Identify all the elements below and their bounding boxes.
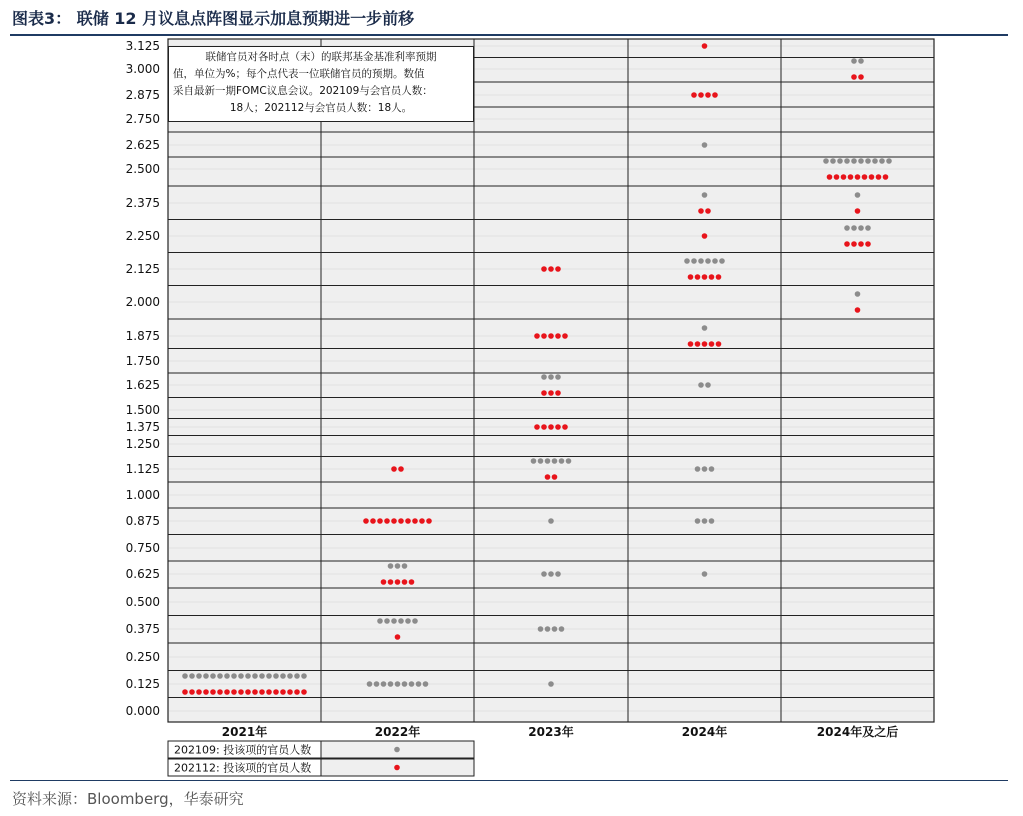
dot-202112 [541,333,547,339]
x-tick-label: 2021年 [221,725,268,739]
dot-202112 [555,266,561,272]
dot-202112 [426,518,432,524]
dot-202109 [377,618,383,624]
dot-202112 [273,689,279,695]
dot-202109 [231,673,237,679]
chart-title: 图表3： 联储 12 月议息点阵图显示加息预期进一步前移 [12,9,415,28]
dot-202109 [695,466,701,472]
y-tick-label: 2.000 [125,295,160,309]
dot-202112 [391,466,397,472]
dot-202112 [402,579,408,585]
y-tick-label: 0.500 [125,595,160,609]
y-tick-label: 0.625 [125,567,160,581]
dot-202112 [865,241,871,247]
dot-202112 [883,174,889,180]
note-line-4: 18人；202112与会官员人数：18人。 [229,102,413,114]
x-tick-label: 2023年 [528,725,574,739]
dot-202109 [210,673,216,679]
y-tick-label: 1.750 [125,354,160,368]
dot-202109 [851,58,857,64]
dot-202112 [398,518,404,524]
y-tick-label: 2.750 [125,112,160,126]
dot-202109 [552,626,558,632]
dot-202109 [858,158,864,164]
dot-202109 [858,225,864,231]
dot-202112 [702,233,708,239]
dot-202112 [827,174,833,180]
dot-202112 [688,274,694,280]
y-tick-label: 1.000 [125,488,160,502]
dot-202109 [830,158,836,164]
dot-202109 [709,466,715,472]
dot-202109 [416,681,422,687]
dot-202112 [844,241,850,247]
y-tick-label: 0.250 [125,650,160,664]
y-tick-label: 2.250 [125,229,160,243]
dot-202112 [259,689,265,695]
dot-202109 [423,681,429,687]
y-tick-label: 0.750 [125,541,160,555]
dot-202109 [538,458,544,464]
dot-202109 [367,681,373,687]
dot-202112 [405,518,411,524]
dot-202112 [855,307,861,313]
dot-202112 [688,341,694,347]
dot-202109 [402,681,408,687]
y-tick-label: 1.375 [125,420,160,434]
dot-202112 [862,174,868,180]
dot-202109 [844,225,850,231]
y-tick-label: 1.125 [125,462,160,476]
dot-202109 [252,673,258,679]
dot-202109 [837,158,843,164]
dot-202112 [377,518,383,524]
dot-202109 [266,673,272,679]
dot-202112 [224,689,230,695]
dot-202112 [851,74,857,80]
dot-202112 [851,241,857,247]
dot-202112 [210,689,216,695]
dot-202109 [559,626,565,632]
dot-202109 [545,626,551,632]
dot-202112 [698,92,704,98]
dot-202109 [865,158,871,164]
dot-202109 [872,158,878,164]
dot-202112 [294,689,300,695]
legend-label: 202109: 投该项的官员人数 [174,743,312,757]
dot-202109 [705,382,711,388]
dot-202112 [858,74,864,80]
dot-202109 [395,681,401,687]
dot-202109 [851,158,857,164]
dot-202112 [541,424,547,430]
dot-202109 [398,618,404,624]
plot-area [168,39,934,722]
dot-202109 [405,618,411,624]
y-tick-label: 2.125 [125,262,160,276]
dot-202109 [702,325,708,331]
dot-202109 [555,571,561,577]
dot-202112 [398,466,404,472]
dot-202112 [548,266,554,272]
dot-202112 [203,689,209,695]
dot-202109 [719,258,725,264]
dot-202109 [702,571,708,577]
dot-202109 [388,681,394,687]
dot-202112 [555,333,561,339]
dot-202112 [834,174,840,180]
dot-202109 [384,618,390,624]
dot-202109 [555,374,561,380]
dot-202109 [273,673,279,679]
dot-202109 [182,673,188,679]
dot-202109 [702,142,708,148]
note-box [168,46,474,122]
dot-202109 [409,681,415,687]
dot-202112 [555,390,561,396]
dot-202112 [534,424,540,430]
dot-202112 [534,333,540,339]
dot-202112 [388,579,394,585]
y-tick-label: 2.875 [125,88,160,102]
dot-202109 [531,458,537,464]
dot-202112 [716,274,722,280]
dot-202112 [562,424,568,430]
dot-202109 [294,673,300,679]
dot-202112 [238,689,244,695]
dot-202109 [238,673,244,679]
dot-202112 [541,266,547,272]
dot-202109 [702,518,708,524]
dot-202109 [702,192,708,198]
dot-202109 [545,458,551,464]
y-tick-label: 2.500 [125,162,160,176]
dot-202109 [538,626,544,632]
dot-202112 [182,689,188,695]
y-tick-label: 1.500 [125,403,160,417]
dot-202112 [391,518,397,524]
dot-202112 [876,174,882,180]
dot-202112 [869,174,875,180]
dot-202109 [698,382,704,388]
dot-202109 [855,291,861,297]
dot-202112 [301,689,307,695]
source-note: 资料来源：Bloomberg，华泰研究 [12,790,244,808]
dot-202109 [879,158,885,164]
y-tick-label: 0.000 [125,704,160,718]
y-tick-label: 0.875 [125,514,160,528]
dot-202112 [231,689,237,695]
dot-202109 [865,225,871,231]
dot-202109 [280,673,286,679]
dot-202112 [555,424,561,430]
dot-202109 [402,563,408,569]
dot-202112 [217,689,223,695]
dot-202109 [412,618,418,624]
dot-202109 [301,673,307,679]
y-tick-label: 0.125 [125,677,160,691]
dot-202112 [381,579,387,585]
dot-202112 [196,689,202,695]
x-tick-label: 2024年及之后 [816,725,899,739]
dot-202109 [855,192,861,198]
note-line-1: 联储官员对各时点（末）的联邦基金基准利率预期 [205,51,437,63]
dot-202112 [552,474,558,480]
legend-label: 202112: 投该项的官员人数 [174,761,312,775]
y-tick-label: 0.375 [125,622,160,636]
dot-202109 [844,158,850,164]
dot-202109 [541,374,547,380]
y-tick-label: 3.125 [125,39,160,53]
dot-202109 [698,258,704,264]
note-line-3: 采自最新一期FOMC议息会议。202109与会官员人数： [173,85,433,97]
dot-202112 [841,174,847,180]
dot-202109 [851,225,857,231]
dot-202112 [705,92,711,98]
dot-202109 [886,158,892,164]
dot-202109 [559,458,565,464]
dot-202112 [363,518,369,524]
dot-202112 [702,43,708,49]
dot-202109 [388,563,394,569]
dot-202112 [287,689,293,695]
y-tick-label: 2.625 [125,138,160,152]
dot-202109 [217,673,223,679]
dot-202112 [412,518,418,524]
dot-202109 [858,58,864,64]
y-tick-label: 1.625 [125,378,160,392]
dot-202112 [709,274,715,280]
y-tick-label: 2.375 [125,196,160,210]
y-tick-label: 1.250 [125,437,160,451]
dot-202109 [548,571,554,577]
dot-202112 [709,341,715,347]
dot-202112 [395,634,401,640]
dot-202112 [548,390,554,396]
dot-202112 [548,424,554,430]
dot-202112 [858,241,864,247]
dot-202109 [684,258,690,264]
dot-202112 [419,518,425,524]
dot-202112 [855,174,861,180]
dot-202112 [702,274,708,280]
dot-202109 [566,458,572,464]
dot-202112 [712,92,718,98]
legend-marker [394,747,400,753]
dot-202112 [252,689,258,695]
dot-202109 [189,673,195,679]
dot-202109 [705,258,711,264]
dot-202112 [702,341,708,347]
dot-202109 [552,458,558,464]
dot-202109 [259,673,265,679]
dot-202112 [698,208,704,214]
dot-202112 [189,689,195,695]
dot-202112 [541,390,547,396]
dot-202112 [548,333,554,339]
dot-202109 [691,258,697,264]
dot-202109 [391,618,397,624]
dot-202112 [705,208,711,214]
dot-202109 [245,673,251,679]
dot-202112 [545,474,551,480]
dot-202112 [245,689,251,695]
y-tick-label: 1.875 [125,329,160,343]
dot-202112 [562,333,568,339]
dot-202109 [541,571,547,577]
dot-202112 [370,518,376,524]
x-tick-label: 2024年 [681,725,728,739]
dot-202112 [266,689,272,695]
dot-202112 [855,208,861,214]
dot-202109 [823,158,829,164]
legend-marker [394,765,400,771]
dot-202109 [702,466,708,472]
x-tick-label: 2022年 [374,725,421,739]
dot-202112 [409,579,415,585]
dot-202112 [384,518,390,524]
dot-202109 [287,673,293,679]
dot-202109 [709,518,715,524]
y-tick-label: 3.000 [125,62,160,76]
dot-202109 [712,258,718,264]
dot-202109 [548,374,554,380]
dot-202109 [381,681,387,687]
dot-202112 [280,689,286,695]
dot-202109 [224,673,230,679]
dot-202112 [695,274,701,280]
footer-rule [10,780,1008,781]
dot-202112 [395,579,401,585]
note-line-2: 值，单位为%；每个点代表一位联储官员的预期。数值 [173,68,425,80]
dot-202109 [395,563,401,569]
dot-202109 [203,673,209,679]
dot-202109 [548,518,554,524]
dot-202109 [374,681,380,687]
dot-202109 [548,681,554,687]
dot-202109 [695,518,701,524]
dot-202112 [848,174,854,180]
dot-202112 [695,341,701,347]
dot-202112 [691,92,697,98]
dot-202112 [716,341,722,347]
dot-202109 [196,673,202,679]
